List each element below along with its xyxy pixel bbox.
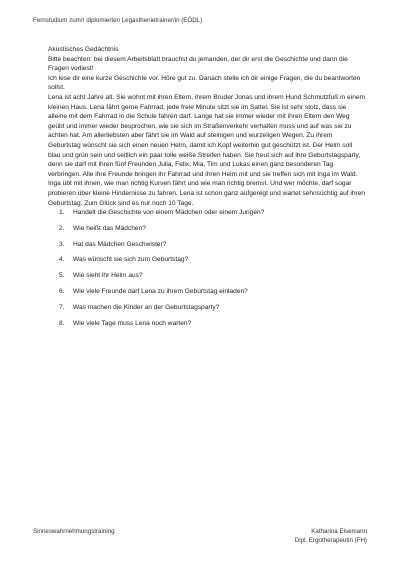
- question-item: [48, 319, 366, 335]
- question-text: Wie sieht ihr Helm aus?: [73, 272, 143, 280]
- footer-author-name: Katharina Eisemann: [311, 528, 367, 535]
- footer-author: [295, 528, 367, 545]
- question-text: Was wünscht sie sich zum Geburtstag?: [73, 256, 189, 264]
- page-header: Fernstudium zum/r diplomierten Legasthenietrainer/in (EÖDL): [33, 17, 203, 24]
- question-item: [48, 224, 366, 240]
- question-number: 5.: [59, 272, 65, 280]
- question-text: Hat das Mädchen Geschwister?: [73, 240, 167, 248]
- worksheet-title: Akustisches Gedächtnis: [48, 46, 119, 53]
- question-list: [48, 208, 366, 334]
- question-item: [48, 271, 366, 287]
- footer-author-title: Dipl. Ergotherapeutin (FH): [294, 536, 367, 544]
- question-number: 6.: [59, 288, 65, 296]
- footer-course-name: Sinneswahrnehmungstraining: [33, 528, 115, 535]
- question-item: [48, 287, 366, 303]
- question-number: 4.: [59, 256, 65, 264]
- question-number: 3.: [59, 240, 65, 248]
- question-number: 7.: [59, 303, 65, 311]
- question-item: [48, 255, 366, 271]
- question-item: [48, 240, 366, 256]
- question-number: 8.: [59, 319, 65, 327]
- question-text: Wie viele Freunde darf Lena zu ihrem Geburtstag einladen?: [73, 288, 248, 296]
- question-item: [48, 303, 366, 319]
- question-number: 1.: [59, 209, 65, 217]
- question-text: Was machen die Kinder an der Geburtstagsparty?: [73, 303, 220, 311]
- instruction-text: Ich lese dir eine kurze Geschichte vor. Höre gut zu. Danach stelle ich dir einige Fragen, die du beantworten sollst.: [48, 74, 361, 92]
- question-text: Handelt die Geschichte von einem Mädchen oder einem Jungen?: [73, 209, 265, 217]
- question-number: 2.: [59, 224, 65, 232]
- question-text: Wie heißt das Mädchen?: [73, 224, 146, 232]
- story-paragraph: Lena ist acht Jahre alt. Sie wohnt mit ihren Eltern, ihrem Bruder Jonas und ihrem Hund Schmutzfuß in einem kleinen Haus. Lena fährt gerne Fahrrad, jede freie Minute sitzt sie im Sattel. Sie ist sehr stolz, dass sie alleine mit dem Fahrrad in die Schule fahren darf. Lange hat sie immer wieder mit ihren Eltern den Weg geübt und immer wieder besprochen, wie sie sich im Straßenverkehr verhalten muss und auf was sie zu achten hat. Am allerliebsten aber fährt sie im Wald auf steinigen und wurzeligen Wegen. Zu ihrem Geburtstag wünscht sie sich einen neuen Helm, damit ich Kopf weiterhin gut geschützt ist. Der Helm soll blau und grün sein und seitlich ein paar tolle weiße Streifen haben. Sie freut sich auf ihre Geburtstagsparty, denn sie darf mit ihren fünf Freunden Julia, Felix, Mia, Tim und Lukas einen ganz besonderen Tag verbringen. Alle ihre Freunde bringen ihr Fahrrad und ihren Helm mit und sie treffen sich mit Inga im Wald. Inga übt mit ihnen, wie man richtig Kurven fährt und wie man richtig bremst. Und wer möchte, darf sogar probieren über kleine Hindernisse zu fahren. Lena ist schon ganz aufgeregt und wartet sehnsüchtig auf ihren Geburtstag. Zum Glück sind es nur noch 10 Tage.: [48, 93, 366, 207]
- instruction-note: Bitte beachten: bei diesem Arbeitsblatt brauchst du jemanden, der dir erst die Geschichte und dann die Fragen vorliest!: [48, 55, 348, 73]
- question-item: [48, 208, 366, 224]
- question-text: Wie viele Tage muss Lena noch warten?: [73, 319, 192, 327]
- worksheet-content: [48, 45, 366, 334]
